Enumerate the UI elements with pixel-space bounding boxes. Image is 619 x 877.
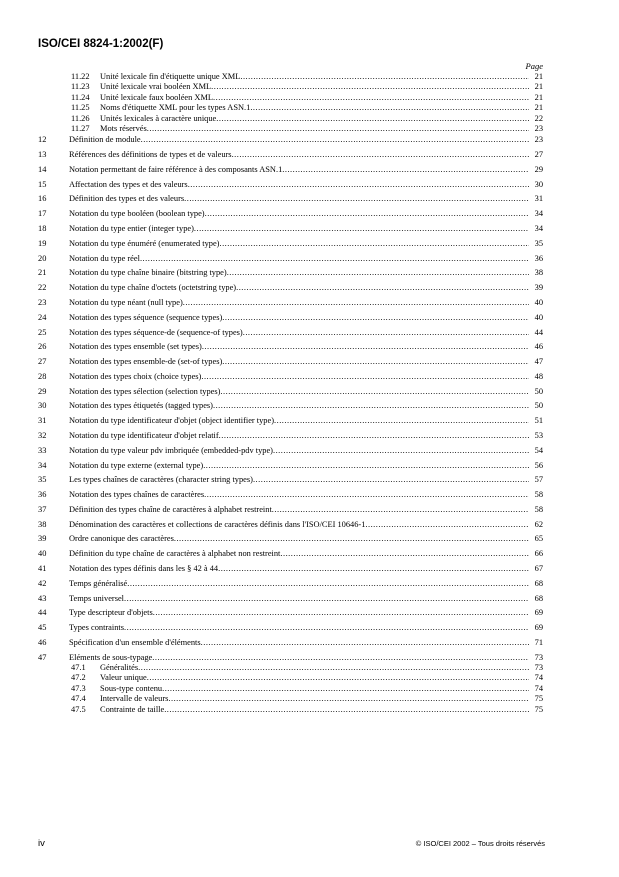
toc-entry-page: 29: [534, 164, 543, 174]
dot-leader: [213, 93, 529, 103]
dot-leader: [274, 416, 529, 426]
toc-entry-page: 31: [534, 194, 543, 204]
toc-entry-page: 22: [534, 113, 543, 123]
toc-entry-page: 67: [534, 564, 543, 573]
toc-entry-number: 16: [38, 194, 47, 204]
toc-entry[interactable]: [38, 328, 543, 338]
dot-leader: [250, 103, 529, 113]
toc-entry[interactable]: [38, 684, 543, 694]
toc-entry-page: 50: [534, 386, 543, 396]
dot-leader: [236, 283, 529, 293]
toc-entry-title: Unité lexicale fin d'étiquette unique XML: [100, 72, 241, 81]
toc-entry-page: 23: [534, 123, 543, 133]
toc-entry-page: 36: [534, 253, 543, 263]
toc-entry[interactable]: [38, 254, 543, 264]
dot-leader: [162, 684, 529, 694]
toc-entry-page: 69: [534, 623, 543, 633]
dot-leader: [219, 239, 529, 249]
toc-entry-page: 73: [534, 652, 543, 662]
toc-entry[interactable]: [38, 103, 543, 113]
toc-entry[interactable]: [38, 165, 543, 175]
toc-entry[interactable]: [38, 283, 543, 293]
toc-entry-page: 74: [534, 673, 543, 683]
toc-entry-number: 24: [38, 312, 47, 322]
toc-entry-title: Sous-type contenu: [100, 683, 163, 693]
toc-entry-number: 41: [38, 564, 47, 573]
toc-entry-page: 75: [534, 704, 543, 714]
dot-leader: [174, 534, 529, 544]
dot-leader: [282, 165, 529, 175]
toc-entry-title: Notation du type chaîne d'octets (octetstring type): [69, 283, 237, 293]
dot-leader: [202, 342, 529, 352]
toc-entry[interactable]: [38, 150, 543, 160]
toc-entry-title: Les types chaînes de caractères (character string types): [69, 475, 253, 485]
toc-entry-title: Notation du type externe (external type): [69, 460, 204, 470]
toc-entry[interactable]: [38, 431, 543, 441]
dot-leader: [240, 72, 529, 82]
toc-entry-page: 57: [534, 475, 543, 485]
toc-entry-number: 15: [38, 179, 47, 189]
toc-entry-page: 50: [534, 401, 543, 411]
toc-entry-number: 11.26: [71, 113, 90, 123]
toc-entry-page: 21: [534, 92, 543, 102]
toc-entry-page: 68: [534, 593, 543, 603]
toc-entry-page: 51: [534, 416, 543, 426]
toc-entry[interactable]: [38, 194, 543, 204]
toc-entry-number: 38: [38, 519, 47, 529]
dot-leader: [203, 461, 529, 471]
toc-entry-title: Notation des types définis dans les § 42 à 44: [69, 564, 219, 573]
dot-leader: [183, 298, 529, 308]
toc-entry-title: Valeur unique: [100, 673, 147, 683]
dot-leader: [141, 135, 529, 145]
toc-entry-page: 39: [534, 283, 543, 293]
copyright-notice: © ISO/CEI 2002 – Tous droits réservés: [415, 839, 545, 848]
dot-leader: [168, 694, 529, 704]
toc-entry-title: Notation du type réel: [69, 253, 140, 263]
toc-entry-title: Définition du type chaîne de caractères à alphabet non restreint: [69, 549, 281, 559]
toc-entry-title: Unité lexicale vrai booléen XML: [100, 82, 212, 92]
toc-entry-page: 58: [534, 504, 543, 514]
toc-entry-title: Notation du type entier (integer type): [69, 224, 194, 234]
toc-entry[interactable]: [38, 93, 543, 103]
toc-entry-number: 26: [38, 342, 47, 352]
toc-entry-number: 39: [38, 534, 47, 544]
toc-entry-number: 11.23: [71, 82, 90, 92]
toc-entry-title: Temps universel: [69, 593, 125, 603]
toc-entry[interactable]: [38, 357, 543, 367]
toc-entry[interactable]: [38, 608, 543, 618]
dot-leader: [280, 549, 529, 559]
toc-entry-page: 34: [534, 209, 543, 219]
dot-leader: [124, 594, 529, 604]
toc-entry-number: 47.1: [71, 663, 86, 673]
toc-entry-title: Notation des types séquence-de (sequence-of types): [69, 327, 243, 337]
toc-entry-page: 35: [534, 238, 543, 248]
toc-entry-page: 34: [534, 224, 543, 234]
toc-entry[interactable]: [38, 475, 543, 485]
toc-entry-page: 66: [534, 549, 543, 559]
toc-entry-page: 21: [534, 103, 543, 113]
toc-entry[interactable]: [38, 564, 543, 574]
toc-entry-title: Spécification d'un ensemble d'éléments: [69, 637, 201, 647]
document-id: ISO/CEI 8824-1:2002(F): [38, 38, 164, 50]
dot-leader: [127, 579, 529, 589]
toc-entry-number: 14: [38, 164, 47, 174]
toc-entry-number: 18: [38, 224, 47, 234]
toc-entry[interactable]: [38, 505, 543, 515]
toc-entry-title: Unités lexicales à caractère unique: [100, 113, 217, 123]
toc-entry-page: 54: [534, 445, 543, 455]
toc-entry-number: 35: [38, 475, 47, 485]
toc-entry-number: 47.2: [71, 673, 86, 683]
toc-entry-page: 47: [534, 357, 543, 367]
toc-entry-number: 34: [38, 460, 47, 470]
toc-entry-page: 30: [534, 179, 543, 189]
toc-entry-title: Définition des types et des valeurs: [69, 194, 185, 204]
toc-entry-number: 47.3: [71, 683, 86, 693]
toc-entry-number: 47: [38, 652, 47, 662]
toc-entry-title: Notation du type valeur pdv imbriquée (embedded-pdv type): [69, 445, 273, 455]
dot-leader: [227, 268, 529, 278]
dot-leader: [153, 608, 529, 618]
toc-entry-title: Affectation des types et des valeurs: [69, 179, 188, 189]
dot-leader: [222, 357, 529, 367]
toc-entry[interactable]: [38, 180, 543, 190]
toc-entry-title: Notation des types ensemble-de (set-of types): [69, 357, 223, 367]
toc-entry-page: 53: [534, 430, 543, 440]
dot-leader: [152, 653, 529, 663]
toc-entry-title: Notation des types sélection (selection types): [69, 386, 221, 396]
toc-entry-page: 44: [534, 327, 543, 337]
dot-leader: [219, 431, 529, 441]
toc-entry-title: Mots réservés: [100, 123, 147, 133]
toc-entry-number: 30: [38, 401, 47, 411]
dot-leader: [194, 224, 529, 234]
toc-entry-title: Notation du type identificateur d'objet relatif: [69, 430, 219, 440]
toc-entry-number: 23: [38, 297, 47, 307]
toc-entry-number: 31: [38, 416, 47, 426]
toc-entry-number: 11.27: [71, 123, 90, 133]
toc-entry[interactable]: [38, 694, 543, 704]
toc-entry[interactable]: [38, 372, 543, 382]
toc-entry[interactable]: [38, 387, 543, 397]
toc-entry-title: Références des définitions de types et de valeurs: [69, 150, 232, 160]
toc-entry-number: 12: [38, 135, 47, 145]
toc-entry[interactable]: [38, 705, 543, 715]
toc-entry-number: 44: [38, 608, 47, 618]
dot-leader: [140, 254, 529, 264]
toc-entry[interactable]: [38, 663, 543, 673]
toc-entry[interactable]: [38, 638, 543, 648]
toc-entry-number: 11.25: [71, 103, 90, 113]
toc-entry[interactable]: [38, 114, 543, 124]
toc-entry-title: Dénomination des caractères et collections de caractères définis dans l'ISO/CEI 10646-1: [69, 519, 366, 529]
toc-entry-number: 36: [38, 490, 47, 500]
toc-entry[interactable]: [38, 239, 543, 249]
toc-entry-number: 13: [38, 150, 47, 160]
toc-entry-title: Notation du type néant (null type): [69, 297, 183, 307]
toc-entry-number: 42: [38, 578, 47, 588]
toc-entry-page: 69: [534, 608, 543, 618]
toc-entry[interactable]: [38, 579, 543, 589]
toc-entry-title: Types contraints: [69, 623, 125, 633]
toc-entry-page: 75: [534, 694, 543, 704]
toc-entry-number: 33: [38, 445, 47, 455]
toc-entry[interactable]: [38, 298, 543, 308]
toc-entry[interactable]: [38, 401, 543, 411]
dot-leader: [138, 663, 529, 673]
toc-entry-title: Notation permettant de faire référence à des composants ASN.1: [69, 164, 283, 174]
dot-leader: [220, 387, 529, 397]
dot-leader: [222, 313, 529, 323]
toc-entry[interactable]: [38, 82, 543, 92]
toc-entry-title: Définition de module: [69, 135, 141, 145]
toc-entry-number: 45: [38, 623, 47, 633]
toc-entry[interactable]: [38, 209, 543, 219]
toc-entry-page: 40: [534, 312, 543, 322]
toc-entry[interactable]: [38, 135, 543, 145]
toc-entry-page: 23: [534, 135, 543, 145]
toc-entry-number: 29: [38, 386, 47, 396]
dot-leader: [232, 150, 529, 160]
toc-entry-number: 43: [38, 593, 47, 603]
toc-entry-title: Notation des types chaînes de caractères: [69, 490, 205, 500]
dot-leader: [272, 505, 529, 515]
toc-entry-page: 68: [534, 578, 543, 588]
toc-entry-number: 47.5: [71, 704, 86, 714]
toc-entry[interactable]: [38, 549, 543, 559]
dot-leader: [253, 475, 529, 485]
toc-entry-title: Notation du type identificateur d'objet (object identifier type): [69, 416, 274, 426]
toc-entry-page: 65: [534, 534, 543, 544]
toc-entry[interactable]: [38, 446, 543, 456]
toc-entry-number: 19: [38, 238, 47, 248]
dot-leader: [243, 328, 529, 338]
toc-entry-page: 74: [534, 683, 543, 693]
toc-entry-title: Notation des types étiquetés (tagged types): [69, 401, 213, 411]
toc-entry-title: Notation des types choix (choice types): [69, 371, 202, 381]
dot-leader: [205, 209, 529, 219]
toc-entry-number: 17: [38, 209, 47, 219]
toc-entry-number: 40: [38, 549, 47, 559]
toc-entry[interactable]: [38, 594, 543, 604]
dot-leader: [201, 372, 529, 382]
dot-leader: [184, 194, 529, 204]
toc-entry[interactable]: [38, 490, 543, 500]
toc-entry[interactable]: [38, 673, 543, 683]
page-column-label: Page: [525, 61, 543, 71]
dot-leader: [147, 124, 529, 134]
dot-leader: [188, 180, 529, 190]
toc-entry-title: Eléments de sous-typage: [69, 652, 153, 662]
toc-entry-title: Notation des types séquence (sequence types): [69, 312, 223, 322]
page-number: iv: [38, 838, 45, 849]
dot-leader: [124, 623, 529, 633]
dot-leader: [204, 490, 529, 500]
toc-entry-page: 21: [534, 72, 543, 81]
toc-entry-title: Ordre canonique des caractères: [69, 534, 174, 544]
toc-entry-title: Intervalle de valeurs: [100, 694, 169, 704]
toc-entry-title: Type descripteur d'objets: [69, 608, 153, 618]
dot-leader: [164, 705, 529, 715]
toc-entry[interactable]: [38, 268, 543, 278]
dot-leader: [365, 520, 529, 530]
toc-entry-page: 40: [534, 297, 543, 307]
toc-entry-page: 62: [534, 519, 543, 529]
toc-entry-page: 48: [534, 371, 543, 381]
toc-entry[interactable]: [38, 342, 543, 352]
toc-entry-title: Temps généralisé: [69, 578, 128, 588]
toc-entry-number: 20: [38, 253, 47, 263]
toc-entry[interactable]: [38, 623, 543, 633]
toc-entry-page: 27: [534, 150, 543, 160]
toc-entry[interactable]: [38, 224, 543, 234]
toc-entry[interactable]: [38, 72, 543, 82]
toc-entry-number: 46: [38, 637, 47, 647]
toc-entry-page: 38: [534, 268, 543, 278]
toc-entry[interactable]: [38, 313, 543, 323]
toc-entry-number: 47.4: [71, 694, 86, 704]
toc-entry[interactable]: [38, 534, 543, 544]
toc-entry-title: Généralités: [100, 663, 139, 673]
toc-entry-page: 46: [534, 342, 543, 352]
dot-leader: [147, 673, 529, 683]
toc-entry-title: Unité lexicale faux booléen XML: [100, 92, 214, 102]
toc-entry-number: 11.22: [71, 72, 90, 81]
table-of-contents: [38, 72, 543, 715]
toc-entry-page: 73: [534, 663, 543, 673]
toc-entry-title: Notation du type énuméré (enumerated type): [69, 238, 220, 248]
toc-entry-number: 21: [38, 268, 47, 278]
toc-entry[interactable]: [38, 124, 543, 134]
dot-leader: [273, 446, 529, 456]
dot-leader: [211, 82, 529, 92]
toc-entry-title: Noms d'étiquette XML pour les types ASN.1: [100, 103, 251, 113]
toc-entry-number: 37: [38, 504, 47, 514]
toc-entry-page: 58: [534, 490, 543, 500]
toc-entry-number: 11.24: [71, 92, 90, 102]
toc-entry-page: 71: [534, 637, 543, 647]
toc-entry[interactable]: [38, 461, 543, 471]
toc-entry-page: 56: [534, 460, 543, 470]
toc-entry-number: 22: [38, 283, 47, 293]
toc-entry-title: Contrainte de taille: [100, 704, 165, 714]
dot-leader: [218, 564, 529, 574]
toc-entry[interactable]: [38, 520, 543, 530]
dot-leader: [201, 638, 529, 648]
dot-leader: [213, 401, 529, 411]
toc-entry-title: Notation des types ensemble (set types): [69, 342, 202, 352]
toc-entry-number: 28: [38, 371, 47, 381]
toc-entry-number: 32: [38, 430, 47, 440]
toc-entry[interactable]: [38, 653, 543, 663]
toc-entry-number: 25: [38, 327, 47, 337]
dot-leader: [216, 114, 529, 124]
toc-entry[interactable]: [38, 416, 543, 426]
toc-entry-title: Notation du type booléen (boolean type): [69, 209, 205, 219]
toc-entry-title: Définition des types chaîne de caractères à alphabet restreint: [69, 504, 272, 514]
toc-entry-page: 21: [534, 82, 543, 92]
toc-entry-title: Notation du type chaîne binaire (bitstring type): [69, 268, 227, 278]
toc-entry-number: 27: [38, 357, 47, 367]
